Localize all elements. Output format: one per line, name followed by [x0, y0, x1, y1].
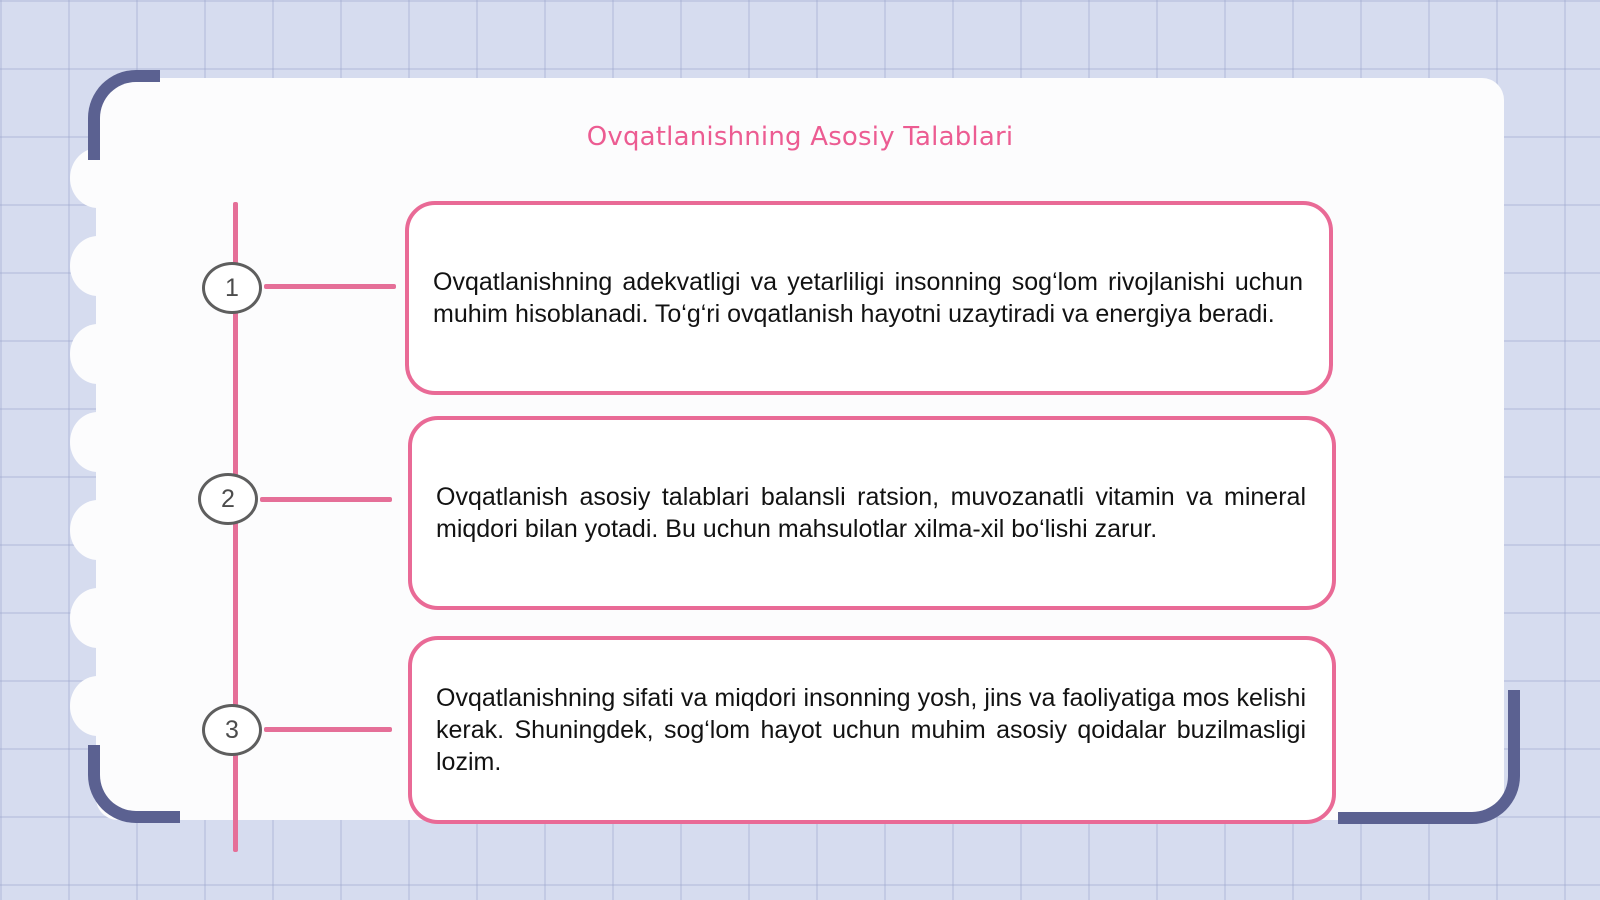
step-number-circle: 1	[202, 262, 262, 314]
slide-title: Ovqatlanishning Asosiy Talablari	[586, 122, 1014, 152]
step-card	[405, 201, 1333, 395]
step-text: Ovqatlanishning sifati va miqdori insonning yosh, jins va faoliyatiga mos kelishi kerak. Shuningdek, sog‘lom hayot uchun muhim asosiy qoidalar buzilmasligi lozim.	[436, 684, 1306, 776]
step-number-circle: 2	[198, 473, 258, 525]
step-text: Ovqatlanishning adekvatligi va yetarliligi insonning sog‘lom rivojlanishi uchun muhim hisoblanadi. To‘g‘ri ovqatlanish hayotni uzaytiradi va energiya beradi.	[433, 268, 1303, 328]
step-number-circle: 3	[202, 704, 262, 756]
step-connector	[264, 284, 396, 289]
corner-bracket-bottom-right	[1338, 690, 1520, 824]
sheet-scallop	[70, 588, 126, 648]
step-connector	[264, 727, 392, 732]
step-card	[408, 416, 1336, 610]
sheet-scallop	[70, 236, 126, 296]
step-card	[408, 636, 1336, 824]
sheet-scallop	[70, 500, 126, 560]
step-text: Ovqatlanish asosiy talablari balansli ratsion, muvozanatli vitamin va mineral miqdori bilan yotadi. Bu uchun mahsulotlar xilma-xil bo‘lishi zarur.	[436, 483, 1306, 543]
step-connector	[260, 497, 392, 502]
sheet-scallop	[70, 412, 126, 472]
sheet-scallop	[70, 324, 126, 384]
sheet-scallop	[70, 676, 126, 736]
